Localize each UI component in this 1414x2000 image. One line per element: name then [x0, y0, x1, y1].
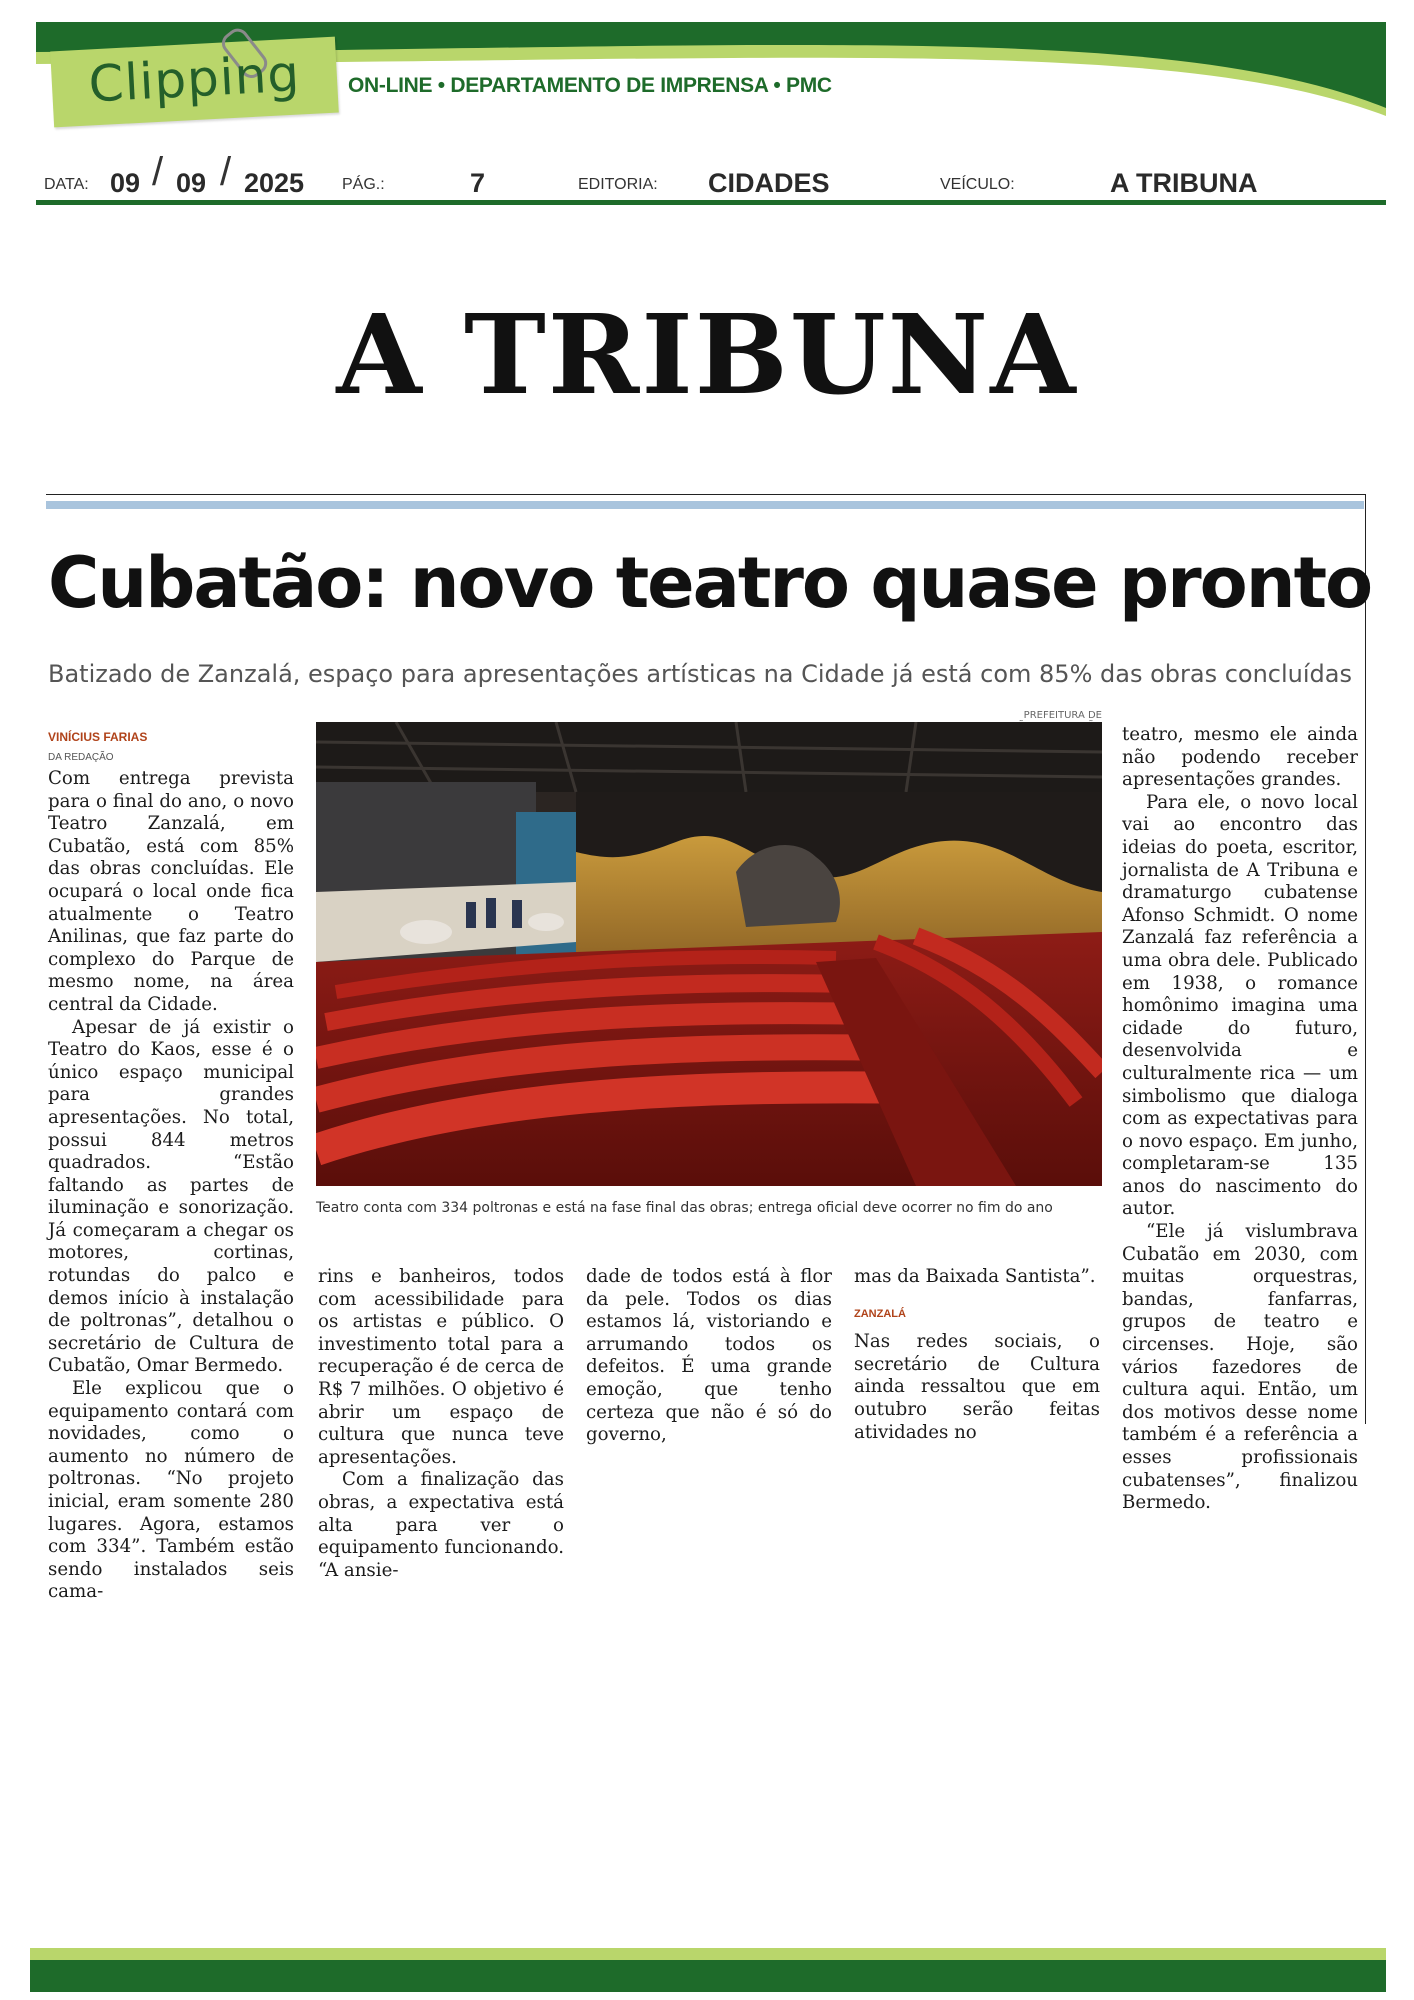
editoria-value: CIDADES: [708, 168, 830, 198]
section-subhead: ZANZALÁ: [854, 1307, 906, 1320]
footer-band-dark: [30, 1960, 1386, 1992]
clipping-logo: [50, 37, 339, 128]
editoria-label: EDITORIA:: [578, 176, 658, 193]
clipping-logo-text: Clipping: [87, 44, 302, 114]
paragraph: dade de todos está à flor da pele. Todos os dias estamos lá, vistoriando e arrumando todos os defeitos. É uma grande emoção, que tenho certeza que não é só do governo,: [586, 1266, 832, 1446]
article-column-5: [1122, 724, 1358, 1515]
article-column-1: [48, 768, 294, 1604]
meta-divider: [36, 200, 1386, 205]
date-label: DATA:: [44, 176, 89, 193]
date-month: 09: [176, 168, 207, 198]
paragraph: Nas redes sociais, o secretário de Cultura ainda ressaltou que em outubro serão feitas atividades no: [854, 1331, 1100, 1443]
article-deck: Batizado de Zanzalá, espaço para apresentações artísticas na Cidade já está com 85% das obras concluídas: [48, 660, 1352, 688]
page-number: 7: [470, 168, 486, 198]
clipping-meta: [40, 150, 1385, 206]
article-top-rule: [46, 501, 1364, 509]
date-separator: /: [152, 150, 164, 194]
article-column-3: [586, 1266, 832, 1447]
photo-caption: Teatro conta com 334 poltronas e está na fase final das obras; entrega oficial deve ocorrer no fim do ano: [316, 1200, 1053, 1216]
footer-band-light: [30, 1948, 1386, 1960]
paragraph: mas da Baixada Santista”.: [854, 1266, 1096, 1287]
veiculo-label: VEÍCULO:: [940, 176, 1015, 193]
date-day: 09: [110, 168, 141, 198]
newspaper-masthead: A TRIBUNA: [336, 290, 1078, 419]
article-column-4: [854, 1266, 1100, 1444]
paragraph: Ele explicou que o equipamento contará com novidades, como o aumento no número de poltronas. “No projeto inicial, eram somente 280 lugares. Agora, estamos com 334”. Também estão sendo instalados seis cama-: [48, 1378, 294, 1603]
article-headline: Cubatão: novo teatro quase pronto: [48, 542, 1372, 624]
veiculo-value: A TRIBUNA: [1110, 168, 1258, 198]
paragraph: Apesar de já existir o Teatro do Kaos, esse é o único espaço municipal para grandes apresentações. No total, possui 844 metros quadrados. “Estão faltando as partes de iluminação e sonorização. Já começaram a chegar os motores, cortinas, rotundas do palco e demos início à instalação de poltronas”, detalhou o secretário de Cultura de Cubatão, Omar Bermedo.: [48, 1016, 294, 1377]
byline: VINÍCIUS FARIAS: [48, 730, 148, 744]
article-frame-top: [46, 494, 1366, 495]
paragraph: Com a finalização das obras, a expectativa está alta para ver o equipamento funcionando. “A ansie-: [318, 1469, 564, 1581]
paragraph: rins e banheiros, todos com acessibilidade para os artistas e público. O investimento total para a recuperação é de cerca de R$ 7 milhões. O objetivo é abrir um espaço de cultura que nunca teve apresentações.: [318, 1266, 564, 1468]
paragraph: Para ele, o novo local vai ao encontro das ideias do poeta, escritor, jornalista de A Tribuna e dramaturgo cubatense Afonso Schmidt. O nome Zanzalá faz referência a uma obra dele. Publicado em 1938, o romance homônimo imagina uma cidade do futuro, desenvolvida e culturalmente rica — um simbolismo que dialoga com as expectativas para o novo espaço. Em junho, completaram-se 135 anos do nascimento do autor.: [1122, 791, 1358, 1220]
paragraph: “Ele já vislumbrava Cubatão em 2030, com muitas orquestras, bandas, fanfarras, grupos de teatro e circenses. Hoje, são vários fazedores de cultura aqui. Então, um dos motivos desse nome também é a referência a esses profissionais cubatenses”, finalizou Bermedo.: [1122, 1221, 1358, 1514]
header-subtitle: ON-LINE • DEPARTAMENTO DE IMPRENSA • PMC: [348, 74, 832, 97]
theater-photo: [316, 722, 1102, 1186]
paragraph: teatro, mesmo ele ainda não podendo receber apresentações grandes.: [1122, 724, 1358, 791]
article-frame-right: [1365, 494, 1366, 1424]
paragraph: Com entrega prevista para o final do ano, o novo Teatro Zanzalá, em Cubatão, está com 85% das obras concluídas. Ele ocupará o local onde fica atualmente o Teatro Anilinas, que faz parte do complexo do Parque de mesmo nome, na área central da Cidade.: [48, 768, 294, 1015]
page-label: PÁG.:: [342, 176, 385, 193]
byline-desk: DA REDAÇÃO: [48, 752, 114, 763]
photo-credit: PREFEITURA DE: [1023, 710, 1102, 721]
date-separator: /: [220, 150, 232, 194]
article-column-2: [318, 1266, 564, 1582]
date-year: 2025: [244, 168, 305, 198]
